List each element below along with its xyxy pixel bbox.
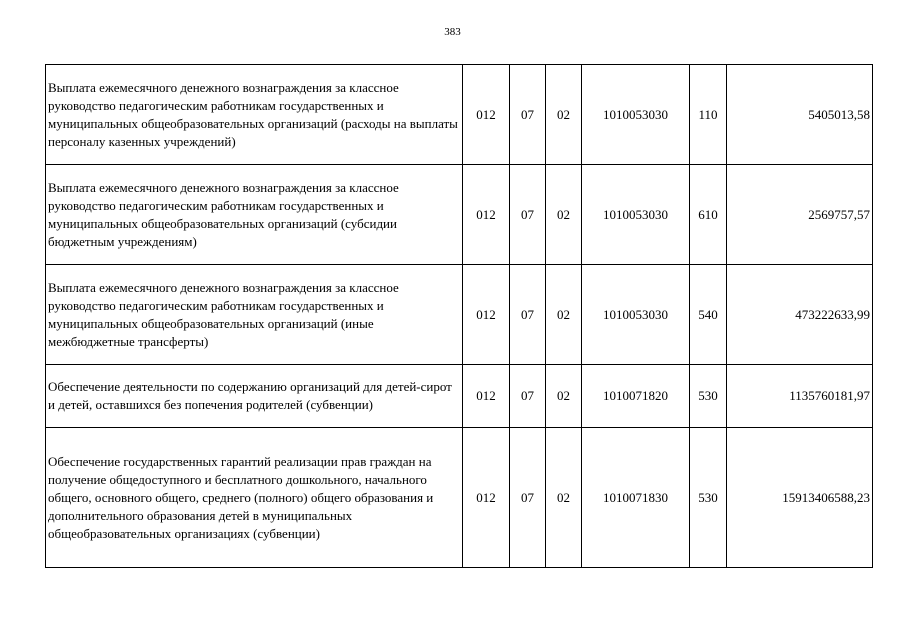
subsection-code: 02 bbox=[546, 265, 582, 365]
amount: 473222633,99 bbox=[727, 265, 873, 365]
subsection-code: 02 bbox=[546, 65, 582, 165]
target-article-code: 1010053030 bbox=[582, 265, 690, 365]
row-description: Обеспечение государственных гарантий реализации прав граждан на получение общедоступного и бесплатного дошкольного, начального общего, основного общего, среднего (полного) общего образования и дополнительного образования детей в муниципальных общеобразовательных организациях (субвенции) bbox=[46, 428, 463, 568]
section-code: 07 bbox=[510, 65, 546, 165]
page-number: 383 bbox=[444, 26, 461, 38]
ministry-code: 012 bbox=[463, 265, 510, 365]
budget-table bbox=[45, 64, 873, 568]
table-row bbox=[46, 65, 873, 165]
expense-type-code: 530 bbox=[690, 365, 727, 428]
target-article-code: 1010071830 bbox=[582, 428, 690, 568]
section-code: 07 bbox=[510, 365, 546, 428]
ministry-code: 012 bbox=[463, 65, 510, 165]
table-row bbox=[46, 165, 873, 265]
amount: 5405013,58 bbox=[727, 65, 873, 165]
ministry-code: 012 bbox=[463, 428, 510, 568]
row-description: Выплата ежемесячного денежного вознаграждения за классное руководство педагогическим работникам государственных и муниципальных общеобразовательных организаций (субсидии бюджетным учреждениям) bbox=[46, 165, 463, 265]
expense-type-code: 110 bbox=[690, 65, 727, 165]
section-code: 07 bbox=[510, 428, 546, 568]
subsection-code: 02 bbox=[546, 165, 582, 265]
table-row bbox=[46, 428, 873, 568]
expense-type-code: 530 bbox=[690, 428, 727, 568]
subsection-code: 02 bbox=[546, 428, 582, 568]
target-article-code: 1010053030 bbox=[582, 165, 690, 265]
table-row bbox=[46, 265, 873, 365]
target-article-code: 1010053030 bbox=[582, 65, 690, 165]
table-row bbox=[46, 365, 873, 428]
subsection-code: 02 bbox=[546, 365, 582, 428]
amount: 1135760181,97 bbox=[727, 365, 873, 428]
ministry-code: 012 bbox=[463, 365, 510, 428]
section-code: 07 bbox=[510, 165, 546, 265]
expense-type-code: 540 bbox=[690, 265, 727, 365]
target-article-code: 1010071820 bbox=[582, 365, 690, 428]
row-description: Выплата ежемесячного денежного вознаграждения за классное руководство педагогическим работникам государственных и муниципальных общеобразовательных организаций (иные межбюджетные трансферты) bbox=[46, 265, 463, 365]
section-code: 07 bbox=[510, 265, 546, 365]
amount: 2569757,57 bbox=[727, 165, 873, 265]
row-description: Обеспечение деятельности по содержанию организаций для детей-сирот и детей, оставшихся без попечения родителей (субвенции) bbox=[46, 365, 463, 428]
amount: 15913406588,23 bbox=[727, 428, 873, 568]
expense-type-code: 610 bbox=[690, 165, 727, 265]
ministry-code: 012 bbox=[463, 165, 510, 265]
row-description: Выплата ежемесячного денежного вознаграждения за классное руководство педагогическим работникам государственных и муниципальных общеобразовательных организаций (расходы на выплаты персоналу казенных учреждений) bbox=[46, 65, 463, 165]
